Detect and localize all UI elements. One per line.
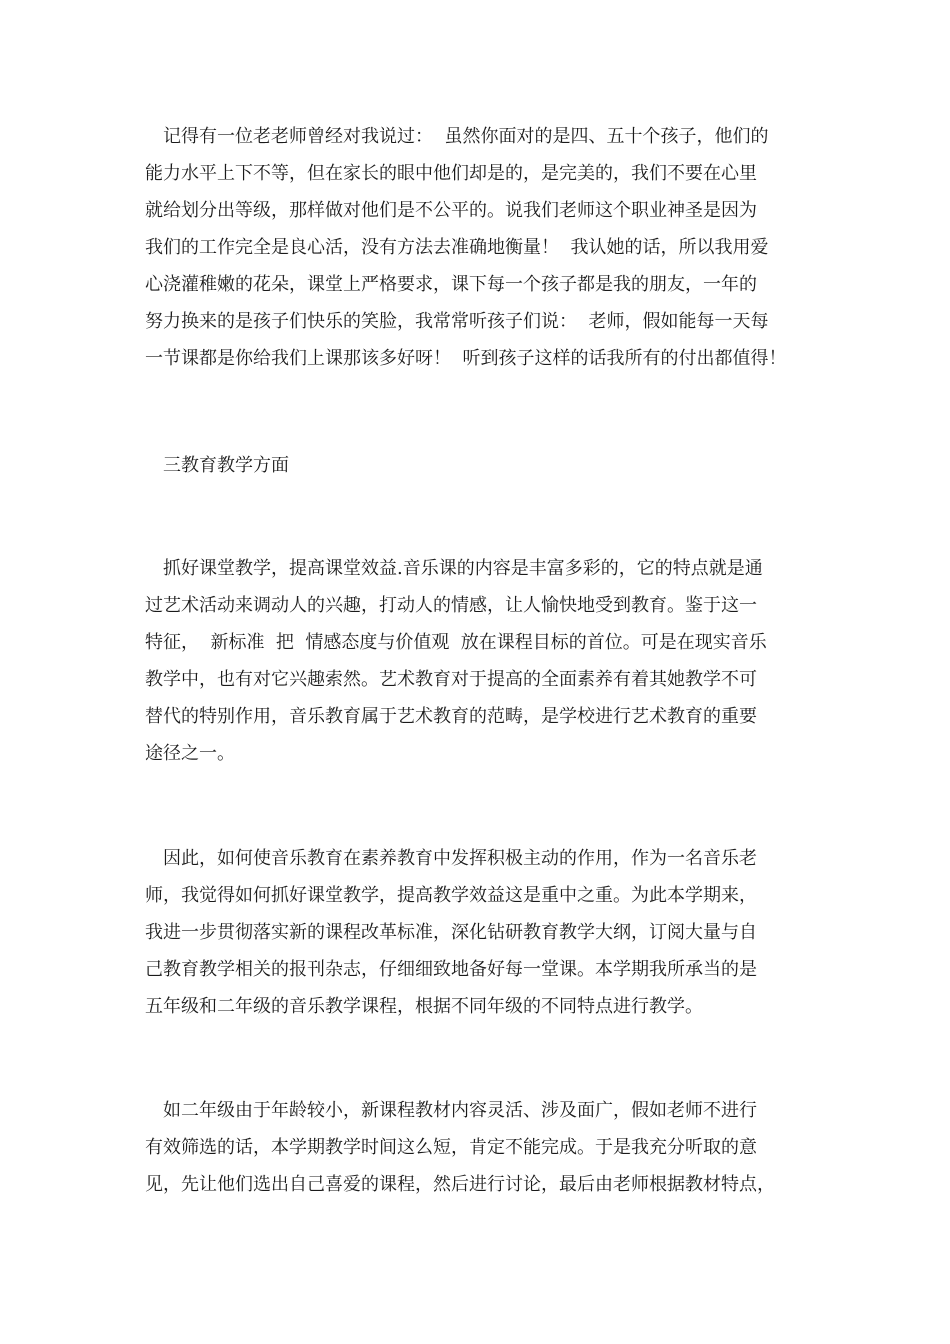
text-line: 教学中，也有对它兴趣索然。艺术教育对于提高的全面素养有着其她教学不可 [145,669,757,690]
text-line: 途径之一。 [145,743,235,764]
text-line: 如二年级由于年龄较小，新课程教材内容灵活、涉及面广，假如老师不进行 [145,1100,757,1121]
text-line: 因此，如何使音乐教育在素养教育中发挥积极主动的作用，作为一名音乐老 [145,848,757,869]
text-line: 抓好课堂教学，提高课堂效益.音乐课的内容是丰富多彩的，它的特点就是通 [145,558,763,579]
paragraph-second-grade [145,1092,825,1203]
text-line: 替代的特别作用，音乐教育属于艺术教育的范畴，是学校进行艺术教育的重要 [145,706,757,727]
text-line: 心浇灌稚嫩的花朵，课堂上严格要求，课下每一个孩子都是我的朋友，一年的 [145,274,757,295]
text-line: 我进一步贯彻落实新的课程改革标准，深化钻研教育教学大纲，订阅大量与自 [145,922,757,943]
text-line: 有效筛选的话，本学期教学时间这么短，肯定不能完成。于是我充分听取的意 [145,1137,757,1158]
text-line: 努力换来的是孩子们快乐的笑脸，我常常听孩子们说： 老师，假如能每一天每 [145,311,769,332]
text-line: 就给划分出等级，那样做对他们是不公平的。说我们老师这个职业神圣是因为 [145,200,757,221]
paragraph-teacher-advice [145,118,825,377]
text-line: 己教育教学相关的报刊杂志，仔细细致地备好每一堂课。本学期我所承当的是 [145,959,757,980]
text-line: 五年级和二年级的音乐教学课程，根据不同年级的不同特点进行教学。 [145,996,703,1017]
text-line: 特征， 新标准 把 情感态度与价值观 放在课程目标的首位。可是在现实音乐 [145,632,767,653]
text-line: 过艺术活动来调动人的兴趣，打动人的情感，让人愉快地受到教育。鉴于这一 [145,595,757,616]
text-line: 能力水平上下不等，但在家长的眼中他们却是的，是完美的，我们不要在心里 [145,163,757,184]
text-line: 我们的工作完全是良心活，没有方法去准确地衡量！ 我认她的话，所以我用爱 [145,237,769,258]
section-heading: 三教育教学方面 [145,455,289,476]
paragraph-music-education [145,840,825,1025]
text-line: 见，先让他们选出自己喜爱的课程，然后进行讨论，最后由老师根据教材特点， [145,1174,775,1195]
text-line: 师，我觉得如何抓好课堂教学，提高教学效益这是重中之重。为此本学期来， [145,885,757,906]
text-line: 一节课都是你给我们上课那该多好呀！ 听到孩子这样的话我所有的付出都值得！ [145,348,787,369]
paragraph-classroom-teaching [145,550,825,772]
text-line: 记得有一位老老师曾经对我说过： 虽然你面对的是四、五十个孩子，他们的 [145,126,769,147]
